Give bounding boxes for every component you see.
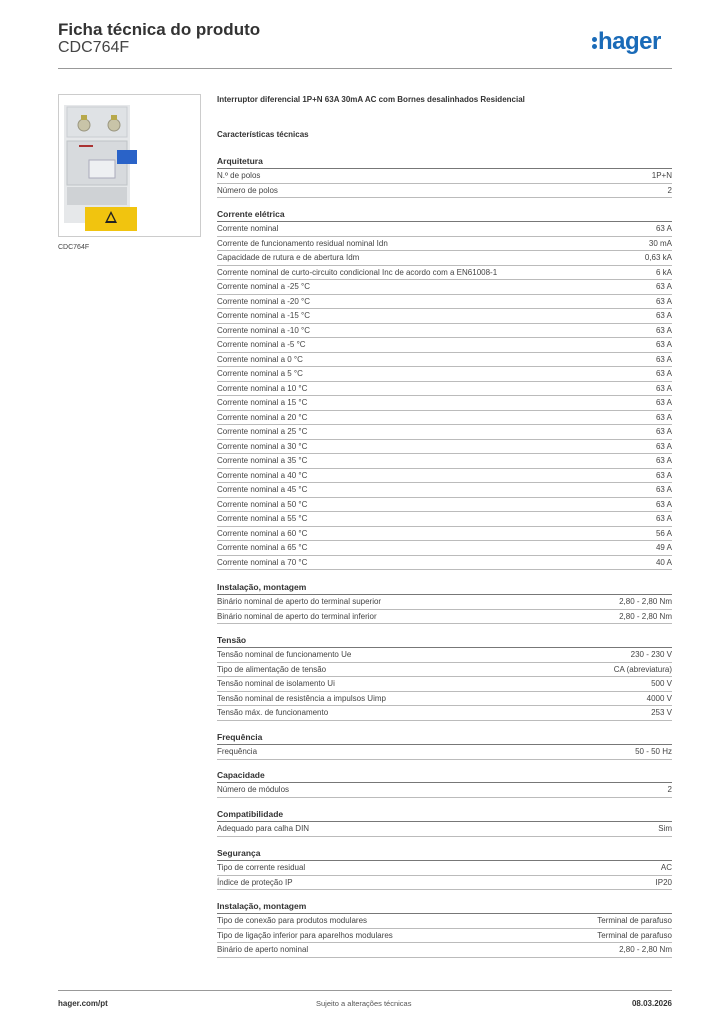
spec-value: 1P+N xyxy=(651,171,672,180)
spec-row xyxy=(217,295,672,310)
spec-row xyxy=(217,469,672,484)
spec-value: 56 A xyxy=(655,528,672,538)
spec-row xyxy=(217,309,672,324)
spec-label: Tensão máx. de funcionamento xyxy=(217,708,329,717)
spec-label: Binário nominal de aperto do terminal superior xyxy=(217,597,382,606)
section-title: Instalação, montagem xyxy=(217,581,672,595)
spec-value: 63 A xyxy=(655,485,672,494)
spec-label: Corrente nominal a 40 °C xyxy=(217,470,308,480)
spec-value: AC xyxy=(660,863,672,872)
spec-label: Tipo de conexão para produtos modulares xyxy=(217,916,368,925)
spec-label: Corrente nominal a 35 °C xyxy=(217,456,308,465)
spec-label: Tipo de ligação inferior para aparelhos modulares xyxy=(217,930,393,940)
spec-label: Corrente nominal de curto-circuito condicional Inc de acordo com a EN61008-1 xyxy=(217,267,498,277)
spec-label: Corrente nominal a -15 °C xyxy=(217,311,311,320)
spec-value: CA (abreviatura) xyxy=(613,664,672,674)
spec-value: 63 A xyxy=(655,224,672,233)
spec-row xyxy=(217,184,672,199)
spec-row xyxy=(217,692,672,707)
spec-row xyxy=(217,527,672,542)
spec-value: 253 V xyxy=(651,708,672,717)
spec-row xyxy=(217,512,672,527)
spec-value: 63 A xyxy=(655,398,672,407)
spec-row xyxy=(217,677,672,692)
spec-value: 2,80 - 2,80 Nm xyxy=(619,611,672,621)
spec-row xyxy=(217,929,672,944)
spec-section xyxy=(217,634,672,721)
spec-label: N.º de polos xyxy=(217,171,261,180)
spec-label: Tensão nominal de isolamento Ui xyxy=(217,679,335,688)
spec-value: 63 A xyxy=(655,383,672,393)
section-title: Tensão xyxy=(217,634,672,648)
spec-row xyxy=(217,237,672,252)
spec-row xyxy=(217,943,672,958)
spec-label: Corrente de funcionamento residual nominal Idn xyxy=(217,238,388,248)
spec-label: Corrente nominal a 30 °C xyxy=(217,441,308,451)
spec-value: 63 A xyxy=(655,325,672,335)
spec-row xyxy=(217,648,672,663)
spec-label: Tensão nominal de funcionamento Ue xyxy=(217,650,352,659)
image-caption: CDC764F xyxy=(58,244,90,251)
spec-value: 63 A xyxy=(655,427,672,436)
spec-label: Corrente nominal a -5 °C xyxy=(217,340,306,349)
spec-label: Corrente nominal a 70 °C xyxy=(217,557,308,567)
circuit-breaker-product-photo xyxy=(59,95,200,236)
spec-value: 63 A xyxy=(655,340,672,349)
spec-value: 2 xyxy=(667,785,672,794)
spec-row xyxy=(217,251,672,266)
spec-row xyxy=(217,280,672,295)
spec-value: 63 A xyxy=(655,282,672,291)
characteristics-heading: Características técnicas xyxy=(217,130,309,139)
product-code: CDC764F xyxy=(58,39,130,56)
header-divider xyxy=(58,68,672,69)
spec-value: 230 - 230 V xyxy=(630,650,672,659)
spec-label: Corrente nominal a 55 °C xyxy=(217,514,308,523)
section-title: Instalação, montagem xyxy=(217,900,672,914)
spec-label: Corrente nominal xyxy=(217,224,279,233)
spec-value: 63 A xyxy=(655,441,672,451)
spec-section xyxy=(217,769,672,798)
spec-label: Corrente nominal a -20 °C xyxy=(217,296,311,306)
spec-section xyxy=(217,847,672,890)
footer-notice: Sujeito a alterações técnicas xyxy=(316,999,412,1008)
spec-row xyxy=(217,861,672,876)
spec-row xyxy=(217,353,672,368)
logo-text: hager xyxy=(598,28,661,55)
spec-row xyxy=(217,367,672,382)
spec-value: 2,80 - 2,80 Nm xyxy=(619,597,672,606)
footer-website[interactable]: hager.com/pt xyxy=(58,999,108,1008)
spec-label: Corrente nominal a 45 °C xyxy=(217,485,308,494)
section-title: Arquitetura xyxy=(217,155,672,169)
spec-row xyxy=(217,541,672,556)
spec-label: Frequência xyxy=(217,747,258,756)
spec-label: Corrente nominal a -10 °C xyxy=(217,325,311,335)
footer-date: 08.03.2026 xyxy=(631,999,672,1008)
spec-label: Corrente nominal a 5 °C xyxy=(217,369,303,378)
page-title: Ficha técnica do produto xyxy=(58,20,261,39)
section-title: Segurança xyxy=(217,847,672,861)
spec-row xyxy=(217,822,672,837)
spec-label: Número de módulos xyxy=(217,785,290,794)
logo-dots-icon xyxy=(592,33,597,49)
footer-divider xyxy=(58,990,672,991)
spec-value: 63 A xyxy=(655,499,672,509)
spec-label: Tensão nominal de resistência a impulsos Uimp xyxy=(217,693,386,703)
spec-label: Tipo de corrente residual xyxy=(217,863,306,872)
spec-value: 49 A xyxy=(655,543,672,552)
spec-value: Terminal de parafuso xyxy=(597,930,672,940)
spec-row xyxy=(217,338,672,353)
section-title: Corrente elétrica xyxy=(217,208,672,222)
spec-row xyxy=(217,706,672,721)
spec-label: Corrente nominal a 60 °C xyxy=(217,528,308,538)
spec-row xyxy=(217,382,672,397)
spec-row xyxy=(217,914,672,929)
spec-value: 63 A xyxy=(655,514,672,523)
spec-row xyxy=(217,663,672,678)
spec-section xyxy=(217,208,672,570)
section-title: Frequência xyxy=(217,731,672,745)
spec-section xyxy=(217,900,672,958)
spec-row xyxy=(217,396,672,411)
spec-row xyxy=(217,783,672,798)
spec-row xyxy=(217,483,672,498)
spec-row xyxy=(217,324,672,339)
spec-value: 63 A xyxy=(655,296,672,306)
spec-label: Adequado para calha DIN xyxy=(217,824,310,833)
spec-label: Corrente nominal a 25 °C xyxy=(217,427,308,436)
spec-label: Corrente nominal a -25 °C xyxy=(217,282,311,291)
spec-label: Número de polos xyxy=(217,185,278,195)
spec-label: Corrente nominal a 0 °C xyxy=(217,354,303,364)
product-image xyxy=(58,94,201,237)
spec-label: Índice de proteção IP xyxy=(217,877,293,887)
spec-row xyxy=(217,556,672,571)
spec-value: Terminal de parafuso xyxy=(597,916,672,925)
spec-label: Corrente nominal a 10 °C xyxy=(217,383,308,393)
spec-row xyxy=(217,411,672,426)
spec-value: 63 A xyxy=(655,456,672,465)
spec-row xyxy=(217,440,672,455)
spec-label: Binário de aperto nominal xyxy=(217,945,309,954)
spec-value: IP20 xyxy=(655,877,672,887)
section-title: Capacidade xyxy=(217,769,672,783)
spec-value: 40 A xyxy=(655,557,672,567)
hager-logo xyxy=(592,28,661,56)
spec-row xyxy=(217,266,672,281)
spec-value: 50 - 50 Hz xyxy=(635,747,672,756)
spec-value: 30 mA xyxy=(648,238,672,248)
spec-row xyxy=(217,745,672,760)
spec-row xyxy=(217,425,672,440)
spec-row xyxy=(217,169,672,184)
spec-value: 63 A xyxy=(655,470,672,480)
spec-section xyxy=(217,808,672,837)
spec-label: Corrente nominal a 65 °C xyxy=(217,543,308,552)
spec-row xyxy=(217,222,672,237)
spec-label: Corrente nominal a 15 °C xyxy=(217,398,308,407)
spec-label: Capacidade de rutura e de abertura Idm xyxy=(217,253,360,262)
spec-value: 63 A xyxy=(655,311,672,320)
spec-label: Corrente nominal a 20 °C xyxy=(217,412,308,422)
spec-row xyxy=(217,454,672,469)
spec-section xyxy=(217,155,672,198)
spec-row xyxy=(217,498,672,513)
spec-value: 4000 V xyxy=(646,693,672,703)
spec-value: 63 A xyxy=(655,354,672,364)
spec-label: Tipo de alimentação de tensão xyxy=(217,664,327,674)
spec-section xyxy=(217,731,672,760)
spec-value: 0,63 kA xyxy=(644,253,672,262)
spec-value: 6 kA xyxy=(655,267,672,277)
spec-row xyxy=(217,595,672,610)
product-description: Interruptor diferencial 1P+N 63A 30mA AC com Bornes desalinhados Residencial xyxy=(217,95,525,104)
spec-row xyxy=(217,610,672,625)
spec-value: 63 A xyxy=(655,369,672,378)
spec-value: 63 A xyxy=(655,412,672,422)
spec-row xyxy=(217,876,672,891)
spec-label: Binário nominal de aperto do terminal inferior xyxy=(217,611,377,621)
spec-value: 2,80 - 2,80 Nm xyxy=(619,945,672,954)
spec-value: 2 xyxy=(667,185,672,195)
spec-value: Sim xyxy=(658,824,672,833)
spec-value: 500 V xyxy=(651,679,672,688)
spec-label: Corrente nominal a 50 °C xyxy=(217,499,308,509)
section-title: Compatibilidade xyxy=(217,808,672,822)
spec-section xyxy=(217,581,672,624)
